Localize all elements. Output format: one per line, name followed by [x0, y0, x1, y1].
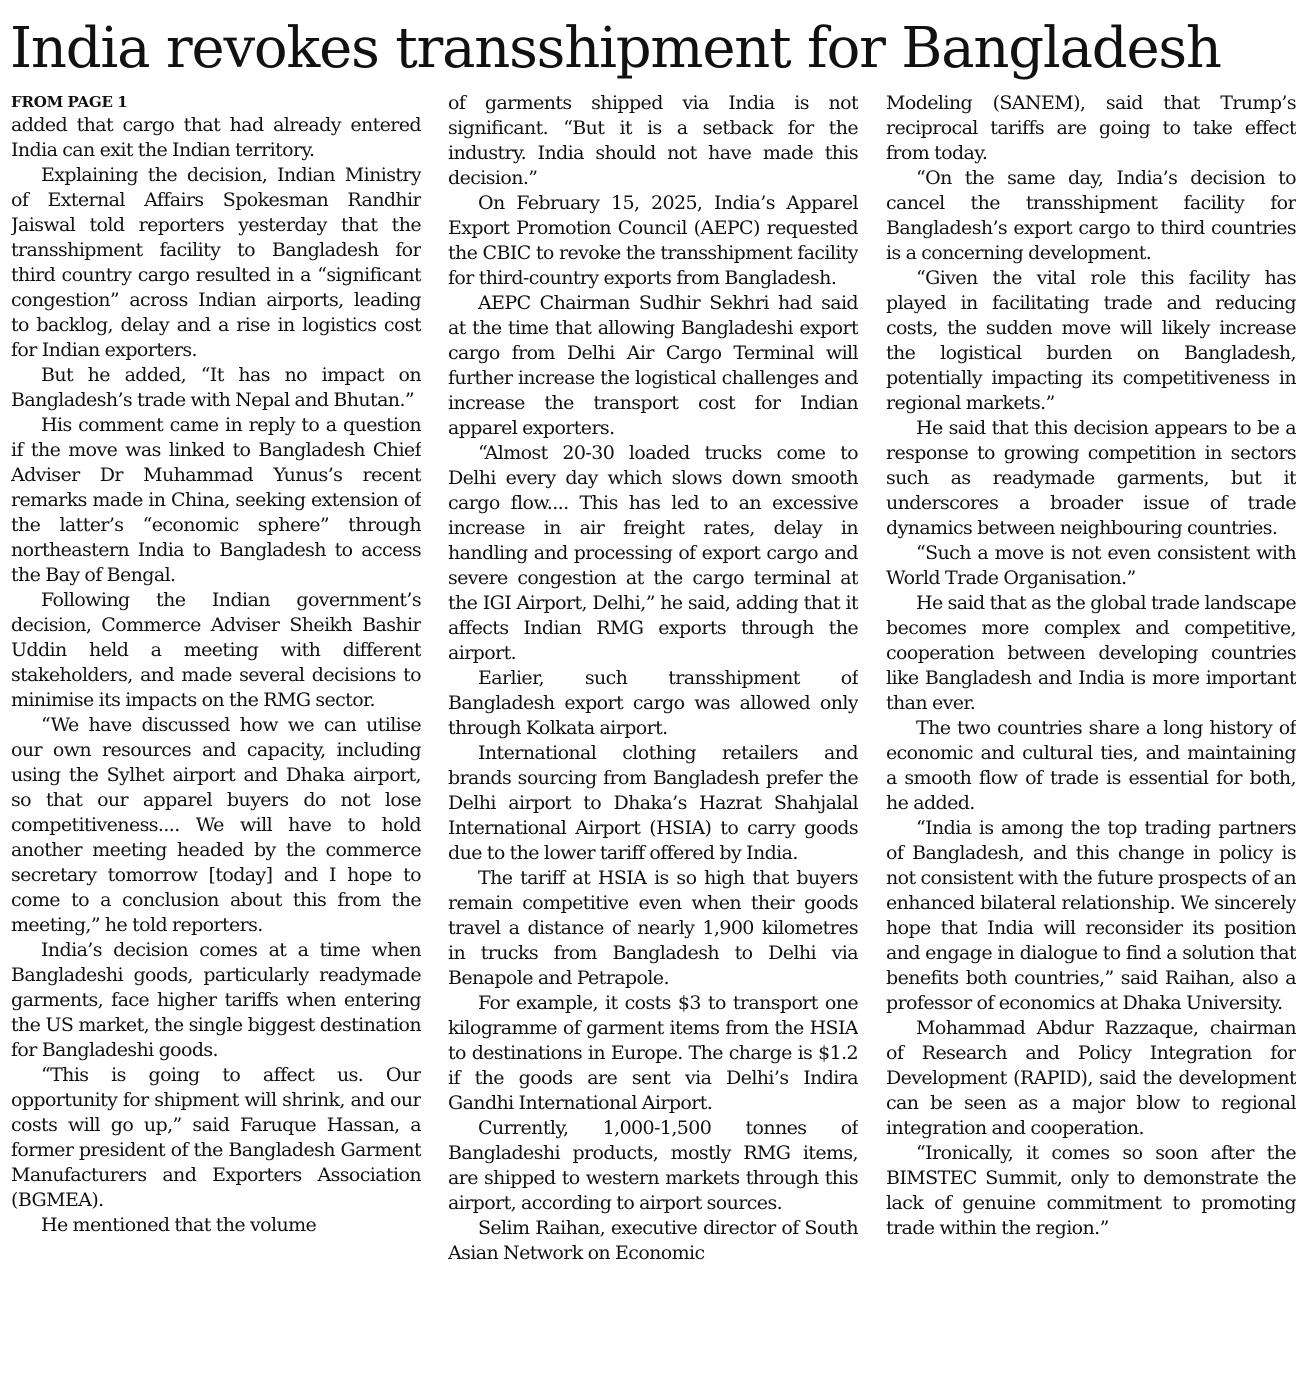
paragraph: He said that as the global trade landscape becomes more complex and competitive, cooperation between developing countries like Bangladesh and India is more important than ever.: [886, 592, 1296, 714]
paragraph: “Ironically, it comes so soon after the BIMSTEC Summit, only to demonstrate the lack of genuine commitment to promoting trade within the region.”: [886, 1142, 1296, 1239]
paragraph: His comment came in reply to a question if the move was linked to Bangladesh Chief Adviser Dr Muhammad Yunus’s recent remarks made in China, seeking extension of the latter’s “economic sphere” through northeastern India to Bangladesh to access the Bay of Bengal.: [11, 414, 421, 586]
paragraph: Explaining the decision, Indian Ministry of External Affairs Spokesman Randhir Jaiswal told reporters yesterday that the transshipment facility to Bangladesh for third country cargo resulted in a “significant congestion” across Indian airports, leading to backlog, delay and a rise in logistics cost for Indian exporters.: [11, 164, 421, 361]
paragraph: Mohammad Abdur Razzaque, chairman of Research and Policy Integration for Development (RAPID), said the development can be seen as a major blow to regional integration and cooperation.: [886, 1017, 1296, 1139]
paragraph: But he added, “It has no impact on Bangladesh’s trade with Nepal and Bhutan.”: [11, 364, 421, 411]
article-column-2: [448, 91, 858, 1376]
paragraph: On February 15, 2025, India’s Apparel Export Promotion Council (AEPC) requested the CBIC to revoke the transshipment facility for third-country exports from Bangladesh.: [448, 192, 858, 289]
paragraph: Modeling (SANEM), said that Trump’s reciprocal tariffs are going to take effect from today.: [886, 92, 1296, 164]
paragraph: Currently, 1,000-1,500 tonnes of Bangladeshi products, mostly RMG items, are shipped to western markets through this airport, according to airport sources.: [448, 1117, 858, 1214]
paragraph: Following the Indian government’s decision, Commerce Adviser Sheikh Bashir Uddin held a meeting with different stakeholders, and made several decisions to minimise its impacts on the RMG sector.: [11, 589, 421, 711]
paragraph: Earlier, such transshipment of Bangladesh export cargo was allowed only through Kolkata airport.: [448, 667, 858, 739]
paragraph: India’s decision comes at a time when Bangladeshi goods, particularly readymade garments, face higher tariffs when entering the US market, the single biggest destination for Bangladeshi goods.: [11, 939, 421, 1061]
paragraph: “Given the vital role this facility has played in facilitating trade and reducing costs, the sudden move will likely increase the logistical burden on Bangladesh, potentially impacting its competitiveness in regional markets.”: [886, 267, 1296, 414]
paragraph: “On the same day, India’s decision to cancel the transshipment facility for Bangladesh’s export cargo to third countries is a concerning development.: [886, 167, 1296, 264]
paragraph: added that cargo that had already entered India can exit the Indian territory.: [11, 114, 421, 161]
paragraph: He said that this decision appears to be a response to growing competition in sectors such as readymade garments, but it underscores a broader issue of trade dynamics between neighbouring countries.: [886, 417, 1296, 539]
paragraph: The tariff at HSIA is so high that buyers remain competitive even when their goods travel a distance of nearly 1,900 kilometres in trucks from Bangladesh to Delhi via Benapole and Petrapole.: [448, 867, 858, 989]
paragraph: He mentioned that the volume: [41, 1214, 317, 1236]
jump-label: FROM PAGE 1: [11, 93, 128, 111]
paragraph: “We have discussed how we can utilise our own resources and capacity, including using the Sylhet airport and Dhaka airport, so that our apparel buyers do not lose competitiveness.... We will have to hold another meeting headed by the commerce secretary tomorrow [today] and I hope to come to a conclusion about this from the meeting,” he told reporters.: [11, 714, 421, 936]
article-headline: India revokes transshipment for Bangladesh: [10, 16, 1221, 81]
article-column-1: [11, 91, 421, 1376]
article-column-3: [886, 91, 1296, 1376]
paragraph: of garments shipped via India is not significant. “But it is a setback for the industry. India should not have made this decision.”: [448, 92, 858, 189]
paragraph: The two countries share a long history of economic and cultural ties, and maintaining a smooth flow of trade is essential for both, he added.: [886, 717, 1296, 814]
paragraph: For example, it costs $3 to transport one kilogramme of garment items from the HSIA to destinations in Europe. The charge is $1.2 if the goods are sent via Delhi’s Indira Gandhi International Airport.: [448, 992, 858, 1114]
paragraph: “This is going to affect us. Our opportunity for shipment will shrink, and our costs will go up,” said Faruque Hassan, a former president of the Bangladesh Garment Manufacturers and Exporters Association (BGMEA).: [11, 1064, 421, 1211]
paragraph: “Such a move is not even consistent with World Trade Organisation.”: [886, 542, 1296, 589]
paragraph: Selim Raihan, executive director of South Asian Network on Economic: [448, 1217, 858, 1264]
paragraph: “Almost 20-30 loaded trucks come to Delhi every day which slows down smooth cargo flow.... This has led to an excessive increase in air freight rates, delay in handling and processing of export cargo and severe congestion at the cargo terminal at the IGI Airport, Delhi,” he said, adding that it affects Indian RMG exports through the airport.: [448, 442, 858, 664]
paragraph: AEPC Chairman Sudhir Sekhri had said at the time that allowing Bangladeshi export cargo from Delhi Air Cargo Terminal will further increase the logistical challenges and increase the transport cost for Indian apparel exporters.: [448, 292, 858, 439]
paragraph: “India is among the top trading partners of Bangladesh, and this change in policy is not consistent with the future prospects of an enhanced bilateral relationship. We sincerely hope that India will reconsider its position and engage in dialogue to find a solution that benefits both countries,” said Raihan, also a professor of economics at Dhaka University.: [886, 817, 1296, 1014]
paragraph: International clothing retailers and brands sourcing from Bangladesh prefer the Delhi airport to Dhaka’s Hazrat Shahjalal International Airport (HSIA) to carry goods due to the lower tariff offered by India.: [448, 742, 858, 864]
